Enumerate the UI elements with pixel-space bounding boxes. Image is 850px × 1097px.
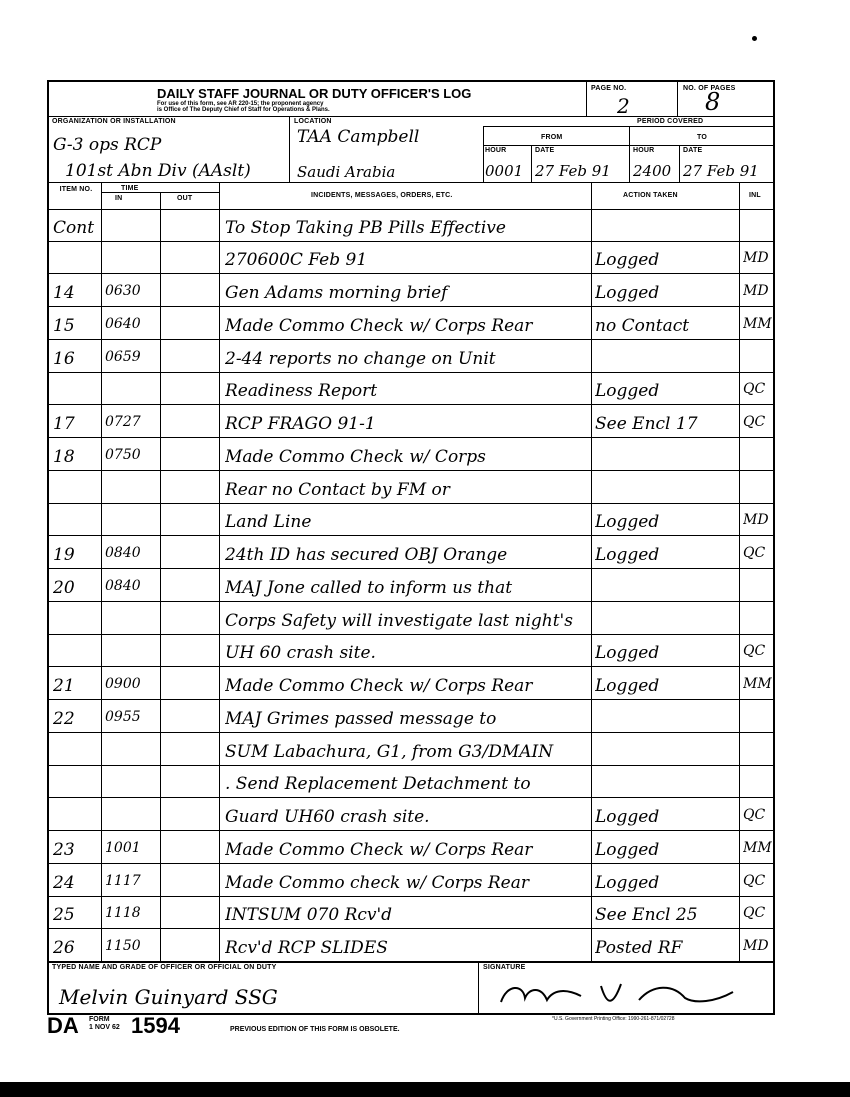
row-action: no Contact <box>595 315 690 336</box>
page-no-value: 2 <box>617 94 630 118</box>
row-time-in: 0840 <box>105 545 141 562</box>
typed-name: Melvin Guinyard SSG <box>59 985 278 1009</box>
row-time-in: 0640 <box>105 315 141 332</box>
row-time-in: 0955 <box>105 708 141 725</box>
bottom-scan-edge <box>0 1082 850 1097</box>
row-incident: Made Commo Check w/ Corps Rear <box>225 676 533 697</box>
row-item-no: 21 <box>53 676 75 697</box>
row-item-no: 20 <box>53 577 75 598</box>
row-incident: Made Commo Check w/ Corps Rear <box>225 839 533 860</box>
no-of-pages-value: 8 <box>705 88 721 116</box>
table-row <box>49 798 775 831</box>
row-incident: 24th ID has secured OBJ Orange <box>225 545 508 566</box>
form-number: 1594 <box>131 1013 180 1038</box>
row-item-no: 16 <box>53 348 75 369</box>
row-initials: QC <box>743 807 766 824</box>
signature-scrawl <box>489 976 749 1014</box>
row-action: Logged <box>595 250 660 271</box>
row-initials: QC <box>743 872 766 889</box>
row-item-no: 19 <box>53 545 75 566</box>
table-row <box>49 438 775 471</box>
row-initials: QC <box>743 545 766 562</box>
col-time: TIME <box>121 185 139 192</box>
from-date: 27 Feb 91 <box>535 162 611 180</box>
table-row <box>49 569 775 602</box>
row-time-in: 0659 <box>105 348 141 365</box>
row-action: See Encl 17 <box>595 414 698 435</box>
row-item-no: Cont <box>53 217 95 238</box>
row-item-no: 14 <box>53 283 75 304</box>
row-incident: RCP FRAGO 91-1 <box>225 414 376 435</box>
row-time-in: 0900 <box>105 676 141 693</box>
row-time-in: 1150 <box>105 937 141 954</box>
no-of-pages-label: NO. OF PAGES <box>683 85 736 92</box>
table-row <box>49 733 775 766</box>
period-label: PERIOD COVERED <box>637 118 704 125</box>
col-item-no: ITEM NO. <box>59 186 93 193</box>
row-action: Logged <box>595 676 660 697</box>
row-initials: QC <box>743 643 766 660</box>
table-row <box>49 307 775 340</box>
row-initials: MD <box>743 937 769 954</box>
location-line1: TAA Campbell <box>297 127 420 147</box>
org-line1: G-3 ops RCP <box>53 135 162 155</box>
gpo-note: *U.S. Government Printing Office: 1990-261-871/02728 <box>552 1016 675 1022</box>
row-time-in: 1118 <box>105 905 141 922</box>
row-incident: Readiness Report <box>225 381 378 402</box>
form-label: FORM 1 NOV 62 <box>89 1016 120 1031</box>
row-action: Logged <box>595 512 660 533</box>
row-time-in: 0630 <box>105 283 141 300</box>
row-incident: To Stop Taking PB Pills Effective <box>225 217 506 238</box>
row-incident: UH 60 crash site. <box>225 643 376 664</box>
row-item-no: 23 <box>53 839 75 860</box>
table-row <box>49 897 775 930</box>
row-initials: MM <box>743 839 772 856</box>
row-time-in: 1117 <box>105 872 141 889</box>
to-hour-label: HOUR <box>633 147 655 154</box>
row-time-in: 0840 <box>105 577 141 594</box>
row-action: Logged <box>595 545 660 566</box>
row-action: Logged <box>595 283 660 304</box>
row-incident: Land Line <box>225 512 312 533</box>
row-action: Logged <box>595 381 660 402</box>
form-prefix: DA <box>47 1013 79 1038</box>
row-incident: SUM Labachura, G1, from G3/DMAIN <box>225 741 554 762</box>
from-date-label: DATE <box>535 147 555 154</box>
table-row <box>49 766 775 799</box>
col-in: IN <box>115 195 123 202</box>
table-row <box>49 242 775 275</box>
form-subtitle-1: For use of this form, see AR 220-15; the proponent agency <box>157 101 324 107</box>
row-incident: Guard UH60 crash site. <box>225 807 430 828</box>
row-incident: . Send Replacement Detachment to <box>225 774 531 795</box>
org-label: ORGANIZATION OR INSTALLATION <box>52 118 176 125</box>
corner-dot <box>752 36 757 41</box>
row-item-no: 24 <box>53 872 75 893</box>
row-incident: 2-44 reports no change on Unit <box>225 348 496 369</box>
table-row <box>49 536 775 569</box>
log-form <box>47 80 775 1015</box>
table-row <box>49 471 775 504</box>
row-incident: Rear no Contact by FM or <box>225 479 450 500</box>
table-row <box>49 405 775 438</box>
from-label: FROM <box>541 134 563 141</box>
row-action: Logged <box>595 839 660 860</box>
table-row <box>49 635 775 668</box>
row-time-in: 0750 <box>105 446 141 463</box>
row-initials: MD <box>743 250 769 267</box>
row-action: Logged <box>595 807 660 828</box>
table-row <box>49 274 775 307</box>
row-item-no: 15 <box>53 315 75 336</box>
row-initials: MM <box>743 676 772 693</box>
row-time-in: 1001 <box>105 839 141 856</box>
row-initials: MD <box>743 512 769 529</box>
to-label: TO <box>697 134 707 141</box>
col-inl: INL <box>749 192 761 199</box>
page-no-label: PAGE NO. <box>591 85 627 92</box>
table-row <box>49 831 775 864</box>
row-item-no: 18 <box>53 446 75 467</box>
row-incident: Made Commo check w/ Corps Rear <box>225 872 529 893</box>
previous-edition-note: PREVIOUS EDITION OF THIS FORM IS OBSOLETE. <box>230 1026 400 1033</box>
table-row <box>49 602 775 635</box>
table-row <box>49 667 775 700</box>
typed-name-label: TYPED NAME AND GRADE OF OFFICER OR OFFICIAL ON DUTY <box>52 964 277 971</box>
col-action: ACTION TAKEN <box>623 192 678 199</box>
row-incident: Made Commo Check w/ Corps <box>225 446 486 467</box>
row-item-no: 26 <box>53 937 75 958</box>
row-incident: Corps Safety will investigate last night's <box>225 610 573 631</box>
org-line2: 101st Abn Div (AAslt) <box>65 161 251 181</box>
row-item-no: 25 <box>53 905 75 926</box>
table-row <box>49 373 775 406</box>
table-row <box>49 340 775 373</box>
row-incident: MAJ Grimes passed message to <box>225 708 497 729</box>
row-initials: QC <box>743 905 766 922</box>
signature-label: SIGNATURE <box>483 964 526 971</box>
from-hour: 0001 <box>485 162 524 180</box>
row-item-no: 22 <box>53 708 75 729</box>
row-incident: Rcv'd RCP SLIDES <box>225 937 388 958</box>
row-incident: Gen Adams morning brief <box>225 283 448 304</box>
table-row <box>49 209 775 242</box>
row-initials: QC <box>743 414 766 431</box>
table-row <box>49 700 775 733</box>
log-table-body <box>49 209 775 962</box>
row-time-in: 0727 <box>105 414 141 431</box>
col-out: OUT <box>177 195 193 202</box>
row-incident: INTSUM 070 Rcv'd <box>225 905 393 926</box>
form-id <box>47 1013 180 1039</box>
to-hour: 2400 <box>633 162 672 180</box>
to-date-label: DATE <box>683 147 703 154</box>
row-initials: QC <box>743 381 766 398</box>
col-incidents: INCIDENTS, MESSAGES, ORDERS, ETC. <box>311 192 453 199</box>
from-hour-label: HOUR <box>485 147 507 154</box>
row-incident: MAJ Jone called to inform us that <box>225 577 513 598</box>
row-initials: MD <box>743 283 769 300</box>
table-row <box>49 864 775 897</box>
location-line2: Saudi Arabia <box>297 163 396 181</box>
table-row <box>49 929 775 962</box>
to-date: 27 Feb 91 <box>683 162 759 180</box>
form-subtitle-2: is Office of The Deputy Chief of Staff for Operations & Plans. <box>157 107 330 113</box>
location-label: LOCATION <box>294 118 332 125</box>
row-incident: 270600C Feb 91 <box>225 250 368 271</box>
table-row <box>49 504 775 537</box>
row-action: Posted RF <box>595 937 683 958</box>
row-item-no: 17 <box>53 414 75 435</box>
row-action: Logged <box>595 872 660 893</box>
row-initials: MM <box>743 315 772 332</box>
form-title: DAILY STAFF JOURNAL OR DUTY OFFICER'S LOG <box>157 86 472 101</box>
row-incident: Made Commo Check w/ Corps Rear <box>225 315 533 336</box>
row-action: See Encl 25 <box>595 905 698 926</box>
row-action: Logged <box>595 643 660 664</box>
